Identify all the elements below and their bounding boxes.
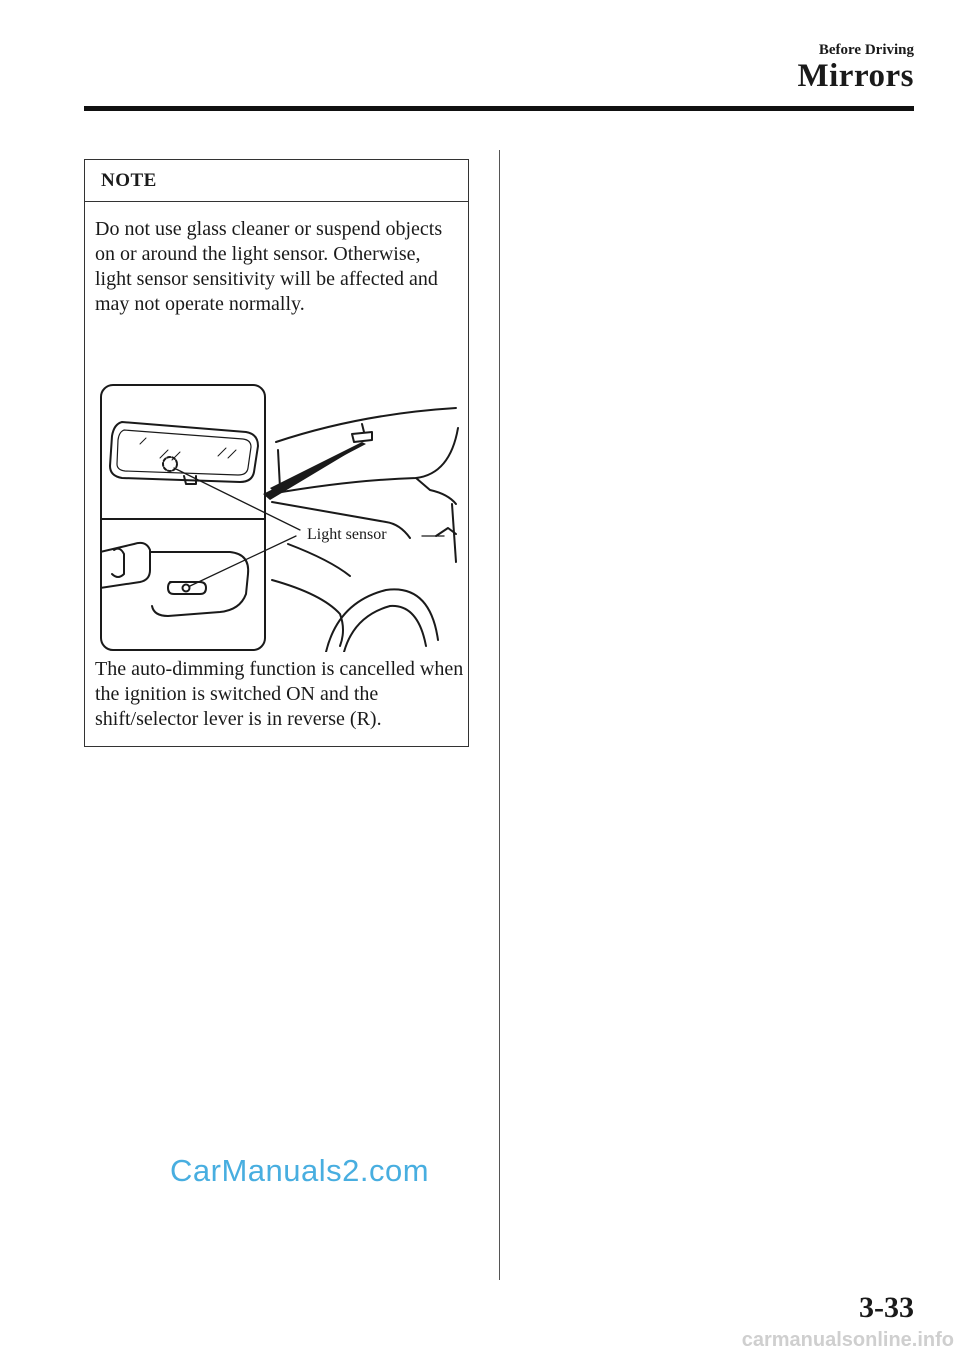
windshield: [276, 408, 456, 442]
watermark-logo: CarManuals2.com: [170, 1153, 430, 1188]
sensor-marker-bottom: [183, 585, 190, 592]
callout-light-sensor: Light sensor: [304, 526, 390, 544]
section-label: Before Driving: [818, 42, 914, 58]
footer-site: carmanualsonline.info: [741, 1329, 954, 1351]
note-heading: NOTE: [85, 160, 468, 202]
page-title: Mirrors: [797, 58, 914, 94]
interior-mirror-icon: [352, 432, 372, 442]
light-sensor-illustration: [100, 384, 462, 652]
note-paragraph-1: Do not use glass cleaner or suspend objects on or around the light sensor. Otherwise, light sensor sensitivity will be affected and may not operate normally.: [95, 218, 443, 315]
column-divider: [499, 150, 500, 1280]
inset-frame: [101, 385, 265, 650]
header-rule: [84, 106, 914, 111]
page-number: 3-33: [859, 1291, 914, 1324]
note-paragraph-2: The auto-dimming function is cancelled when the ignition is switched ON and the shift/selector lever is in reverse (R).: [95, 658, 464, 730]
